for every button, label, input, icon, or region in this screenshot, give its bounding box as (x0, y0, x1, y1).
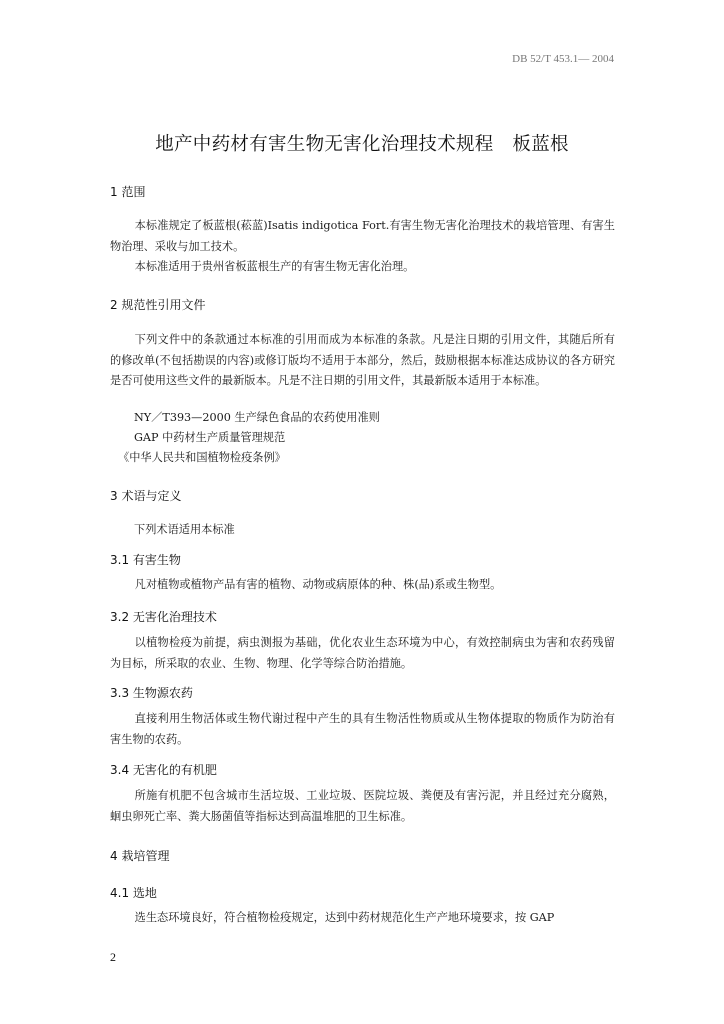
document-title: 地产中药材有害生物无害化治理技术规程 板蓝根 (155, 134, 569, 155)
section-1-paragraph-2: 本标准适用于贵州省板蓝根生产的有害生物无害化治理。 (134, 260, 415, 273)
term-3-3-heading: 3.3 生物源农药 (110, 686, 193, 700)
reference-item: GAP 中药材生产质量管理规范 (134, 431, 286, 444)
section-1-paragraph-1: 本标准规定了板蓝根(菘蓝)Isatis indigotica Fort.有害生物无害化治理技术的栽培管理、有害生物治理、采收与加工技术。 (110, 219, 615, 253)
page-number: 2 (110, 950, 116, 964)
section-3-intro: 下列术语适用本标准 (134, 523, 235, 536)
term-3-2-heading: 3.2 无害化治理技术 (110, 610, 217, 624)
term-3-4-heading: 3.4 无害化的有机肥 (110, 763, 217, 777)
document-code: DB 52/T 453.1— 2004 (512, 53, 614, 65)
section-3-heading: 3 术语与定义 (110, 489, 182, 503)
subsection-4-1-heading: 4.1 选地 (110, 886, 157, 900)
reference-item: 《中华人民共和国植物检疫条例》 (118, 451, 286, 464)
subsection-4-1-paragraph: 选生态环境良好，符合植物检疫规定，达到中药材规范化生产产地环境要求，按 GAP (134, 911, 555, 924)
term-3-1-heading: 3.1 有害生物 (110, 553, 181, 567)
section-1-heading: 1 范围 (110, 185, 146, 199)
reference-item: NY／T393—2000 生产绿色食品的农药使用准则 (134, 411, 380, 424)
term-3-1-definition: 凡对植物或植物产品有害的植物、动物或病原体的种、株(品)系或生物型。 (134, 578, 502, 591)
section-2-paragraph-1: 下列文件中的条款通过本标准的引用而成为本标准的条款。凡是注日期的引用文件，其随后所有的修改单(不包括勘误的内容)或修订版均不适用于本部分，然后，鼓励根据本标准达成协议的各方研究是否可使用这些文件的最新版本。凡是不注日期的引用文件，其最新版本适用于本标准。 (110, 333, 615, 388)
term-3-2-definition: 以植物检疫为前提，病虫测报为基础，优化农业生态环境为中心，有效控制病虫为害和农药残留为目标，所采取的农业、生物、物理、化学等综合防治措施。 (110, 636, 615, 670)
term-3-4-definition: 所施有机肥不包含城市生活垃圾、工业垃圾、医院垃圾、粪便及有害污泥，并且经过充分腐熟，蛔虫卵死亡率、粪大肠菌值等指标达到高温堆肥的卫生标准。 (110, 789, 615, 823)
term-3-3-definition: 直接利用生物活体或生物代谢过程中产生的具有生物活性物质或从生物体提取的物质作为防治有害生物的农药。 (110, 712, 615, 746)
section-4-heading: 4 栽培管理 (110, 849, 170, 863)
section-2-heading: 2 规范性引用文件 (110, 298, 206, 312)
